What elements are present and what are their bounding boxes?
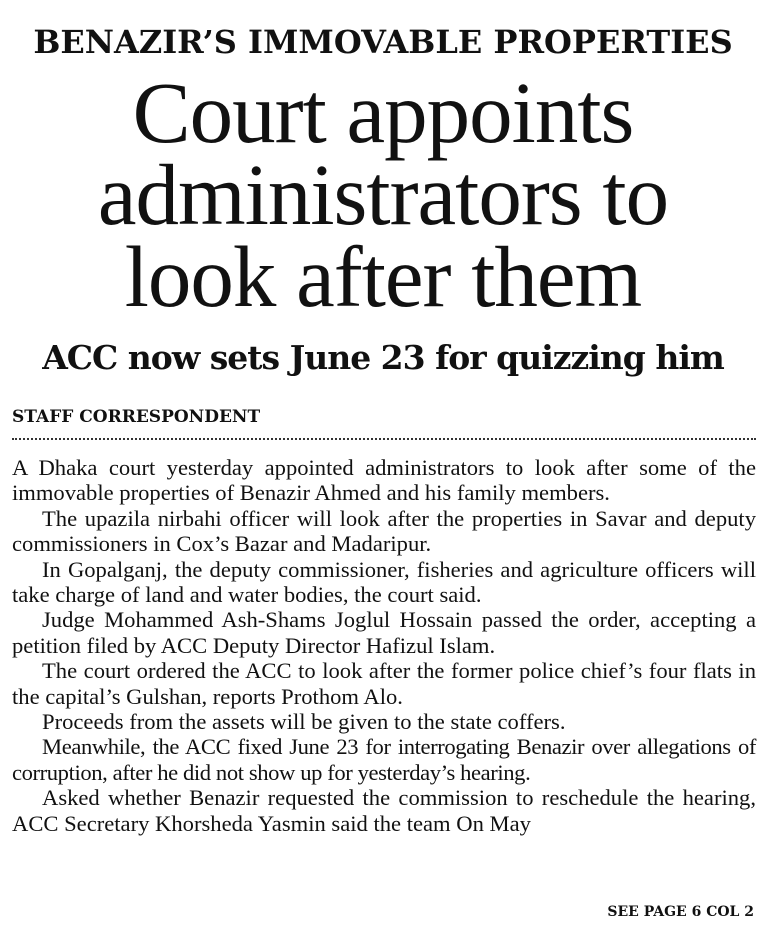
paragraph: The upazila nirbahi officer will look after the properties in Savar and deputy commissioners in Cox’s Bazar and Madaripur. [12,505,756,557]
byline-divider [12,438,756,440]
paragraph: Asked whether Benazir requested the commission to reschedule the hearing, ACC Secretary Khorsheda Yasmin said the team On May [12,785,756,836]
article-subhead: ACC now sets June 23 for quizzing him [42,338,724,377]
article-byline: STAFF CORRESPONDENT [12,407,261,427]
continuation-note: SEE PAGE 6 COL 2 [607,904,754,920]
headline-line-2: administrators to [97,146,669,243]
paragraph: Meanwhile, the ACC fixed June 23 for interrogating Benazir over allegations of corruption, after he did not show up for yesterday’s hearing. [12,734,756,785]
paragraph: A Dhaka court yesterday appointed administrators to look after some of the immovable properties of Benazir Ahmed and his family members. [12,455,756,506]
headline-line-3: look after them [124,228,642,325]
paragraph: Judge Mohammed Ash-Shams Joglul Hossain passed the order, accepting a petition filed by ACC Deputy Director Hafizul Islam. [12,607,756,658]
article-kicker: BENAZIR’S IMMOVABLE PROPERTIES [33,23,733,61]
paragraph: The court ordered the ACC to look after the former police chief’s four flats in the capital’s Gulshan, reports Prothom Alo. [12,658,756,709]
article-body [12,455,756,836]
paragraph: In Gopalganj, the deputy commissioner, fisheries and agriculture officers will take charge of land and water bodies, the court said. [12,556,756,608]
article-headline [0,64,766,325]
headline-line-1: Court appoints [132,64,634,161]
paragraph: Proceeds from the assets will be given to the state coffers. [42,709,566,735]
